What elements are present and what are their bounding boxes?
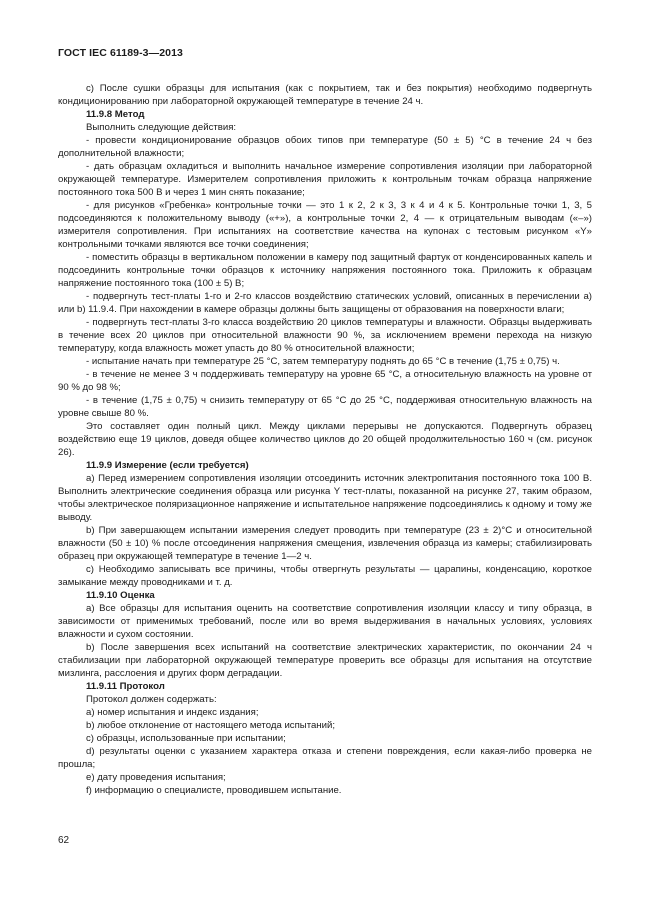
list-item: - поместить образцы в вертикальном положении в камеру под защитный фартук от конденсированных капель и подсоединить контрольные точки образцов к источнику напряжения постоянного тока. Приложить к образцам напряжение постоянного тока (100 ± 5) В; [58, 252, 592, 289]
section-heading: 11.9.8 Метод [86, 109, 145, 120]
list-item: b) После завершения всех испытаний на соответствие электрических характеристик, по окончании 24 ч стабилизации при лабораторной окружающей температуре проверить все образцы для испытания на отсутствие мизлинга, расслоения и других форм деградации. [58, 642, 592, 679]
paragraph: Протокол должен содержать: [86, 694, 217, 705]
list-item: b) любое отклонение от настоящего метода испытаний; [86, 720, 335, 731]
list-item: - провести кондиционирование образцов обоих типов при температуре (50 ± 5) °С в течение 24 ч без дополнительной влажности; [58, 135, 592, 159]
document-body [58, 82, 592, 797]
document-header: ГОСТ IEC 61189-3—2013 [58, 47, 183, 59]
list-item: d) результаты оценки с указанием характера отказа и степени повреждения, если какая-либо проверка не прошла; [58, 746, 592, 770]
section-heading: 11.9.9 Измерение (если требуется) [86, 460, 249, 471]
paragraph: Выполнить следующие действия: [86, 122, 237, 133]
list-item: - дать образцам охладиться и выполнить начальное измерение сопротивления изоляции при лабораторной окружающей температуре. Измерителем сопротивления приложить к контрольным точкам образца напряжение постоянного тока 500 В и через 1 мин снять показание; [58, 161, 592, 198]
list-item: a) номер испытания и индекс издания; [86, 707, 259, 718]
section-heading: 11.9.11 Протокол [86, 681, 165, 692]
list-item: - в течение (1,75 ± 0,75) ч снизить температуру от 65 °С до 25 °С, поддерживая относительную влажность на уровне свыше 80 %. [58, 395, 592, 419]
list-item: f) информацию о специалисте, проводившем испытание. [86, 785, 342, 796]
list-item: c) образцы, использованные при испытании; [86, 733, 286, 744]
list-item: b) При завершающем испытании измерения следует проводить при температуре (23 ± 2)°С и относительной влажности (50 ± 10) % после отсоединения напряжения смещения, извлечения образца из камеры; стабилизировать образец при окружающей температуре в течение 1—2 ч. [58, 525, 592, 562]
list-item: e) дату проведения испытания; [86, 772, 226, 783]
list-item: - в течение не менее 3 ч поддерживать температуру на уровне 65 °С, а относительную влажность на уровне от 90 % до 98 %; [58, 369, 592, 393]
list-item: a) Все образцы для испытания оценить на соответствие сопротивления изоляции классу и типу образца, в зависимости от применимых требований, после или во время выдерживания в начальных условиях, условиях влажности и сухом состоянии. [58, 603, 592, 640]
list-item: - подвергнуть тест-платы 3-го класса воздействию 20 циклов температуры и влажности. Образцы выдерживать в течение всех 20 циклов при относительной влажности 90 %, за исключением времени перехода на низкую температуру, когда влажность может упасть до 80 % относительной влажности; [58, 317, 592, 354]
page-number: 62 [58, 835, 70, 846]
paragraph: c) После сушки образцы для испытания (как с покрытием, так и без покрытия) необходимо подвергнуть кондиционированию при лабораторной окружающей температуре в течение 24 ч. [58, 83, 592, 107]
list-item: - испытание начать при температуре 25 °С, затем температуру поднять до 65 °С в течение (1,75 ± 0,75) ч. [86, 356, 560, 367]
list-item: c) Необходимо записывать все причины, чтобы отвергнуть результаты — царапины, конденсацию, короткое замыкание между проводниками и т. д. [58, 564, 592, 588]
section-heading: 11.9.10 Оценка [86, 590, 155, 601]
paragraph: Это составляет один полный цикл. Между циклами перерывы не допускаются. Подвергнуть образец воздействию еще 19 циклов, доведя общее количество циклов до 20 общей продолжительностью 160 ч (см. рисунок 26). [58, 421, 592, 458]
list-item: - для рисунков «Гребенка» контрольные точки — это 1 к 2, 2 к 3, 3 к 4 и 4 к 5. Контрольные точки 1, 3, 5 подсоединяются к положительному выводу («+»), а контрольные точки 2, 4 — к отрицательным выводам («–») измерителя сопротивления. При испытаниях на соответствие качества на купонах с тестовым рисунком «Y» контрольными точками являются все точки соединения; [58, 200, 592, 250]
list-item: a) Перед измерением сопротивления изоляции отсоединить источник электропитания постоянного тока 100 В. Выполнить электрические соединения образца или рисунка Y тест-платы, показанной на рисунке 27, таким образом, чтобы электрическое поляризационное напряжение и испытательное напряжение подсоединялись к одному и тому же выводу. [58, 473, 592, 523]
list-item: - подвергнуть тест-платы 1-го и 2-го классов воздействию статических условий, описанных в перечислении a) или b) 11.9.4. При нахождении в камере образцы должны быть защищены от образования на поверхности влаги; [58, 291, 592, 315]
